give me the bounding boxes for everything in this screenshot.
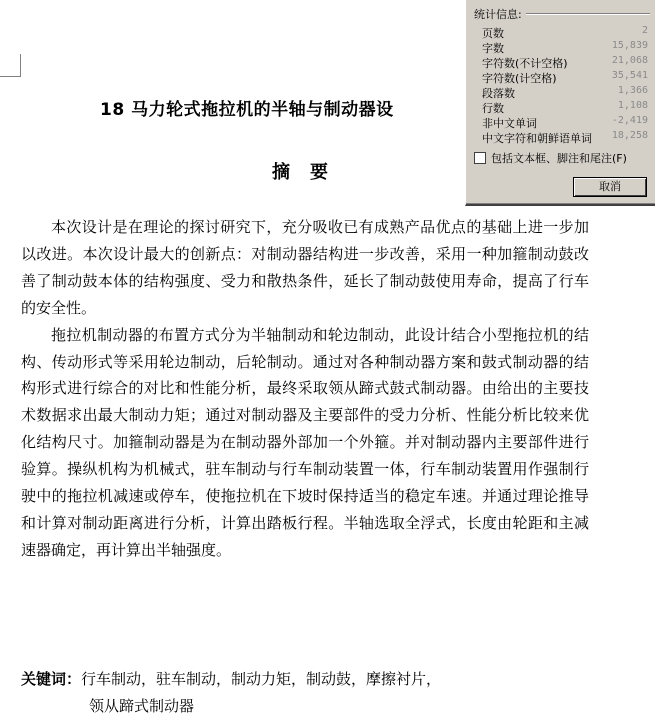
stat-row-pages [482,25,648,40]
checkbox-box[interactable] [474,152,486,164]
stat-label: 字符数(不计空格) [482,57,568,70]
stat-row-lines [482,100,648,115]
crop-mark-horizontal [0,76,20,77]
checkbox-label: 包括文本框、脚注和尾注(F) [491,152,627,165]
stats-header-divider [526,13,650,15]
stat-value: -2,419 [611,115,648,126]
keywords-line-1: 行车制动，驻车制动，制动力矩，制动鼓，摩擦衬片， [81,670,442,688]
crop-mark-vertical [20,54,21,77]
include-textboxes-checkbox[interactable] [474,150,627,166]
stat-label: 字数 [482,42,504,55]
stat-row-paragraphs [482,85,648,100]
stat-label: 行数 [482,102,504,115]
stat-row-words [482,40,648,55]
stat-label: 中文字符和朝鲜语单词 [482,132,592,145]
stat-label: 段落数 [482,87,515,100]
stat-value: 1,366 [617,85,648,96]
document-title: 18 马力轮式拖拉机的半轴与制动器设 [100,100,394,120]
stats-header: 统计信息: [474,8,522,21]
stat-value: 21,068 [611,55,648,66]
keywords-line-2: 领从蹄式制动器 [89,697,195,715]
abstract-heading: 摘要 [272,162,348,183]
stat-row-chars-with-spaces [482,70,648,85]
abstract-paragraph-2: 拖拉机制动器的布置方式分为半轴制动和轮边制动，此设计结合小型拖拉机的结构、传动形式等采用轮边制动，后轮制动。通过对各种制动器方案和鼓式制动器的结构形式进行综合的对比和性能分析，最终采取领从蹄式鼓式制动器。由给出的主要技术数据求出最大制动力矩；通过对制动器及主要部件的受力分析、性能分析比较来优化结构尺寸。加箍制动器是为在制动器外部加一个外箍。并对制动器内主要部件进行验算。操纵机构为机械式，驻车制动与行车制动装置一体，行车制动装置用作强制行驶中的拖拉机减速或停车，使拖拉机在下坡时保持适当的稳定车速。并通过理论推导和计算对制动距离进行分析，计算出踏板行程。半轴选取全浮式，长度由轮距和主减速器确定，再计算出半轴强度。 [21,325,589,559]
keywords-block [21,666,581,720]
stat-value: 18,258 [611,130,648,141]
stat-value: 35,541 [611,70,648,81]
stat-value: 15,839 [611,40,648,51]
keywords-label: 关键词： [21,670,82,688]
stat-value: 2 [641,25,648,36]
word-count-dialog [465,0,655,206]
stat-row-chars-no-spaces [482,55,648,70]
abstract-body [21,214,589,564]
cancel-button[interactable]: 取消 [573,177,647,197]
stat-value: 1,108 [617,100,648,111]
stat-label: 字符数(计空格) [482,72,557,85]
stat-row-non-chinese-words [482,115,648,130]
abstract-paragraph-1: 本次设计是在理论的探讨研究下，充分吸收已有成熟产品优点的基础上进一步加以改进。本次设计最大的创新点：对制动器结构进一步改善，采用一种加箍制动鼓改善了制动鼓本体的结构强度、受力和散热条件，延长了制动鼓使用寿命，提高了行车的安全性。 [21,218,589,317]
stat-row-cjk-chars [482,130,648,145]
stat-label: 页数 [482,27,504,40]
stat-label: 非中文单词 [482,117,537,130]
